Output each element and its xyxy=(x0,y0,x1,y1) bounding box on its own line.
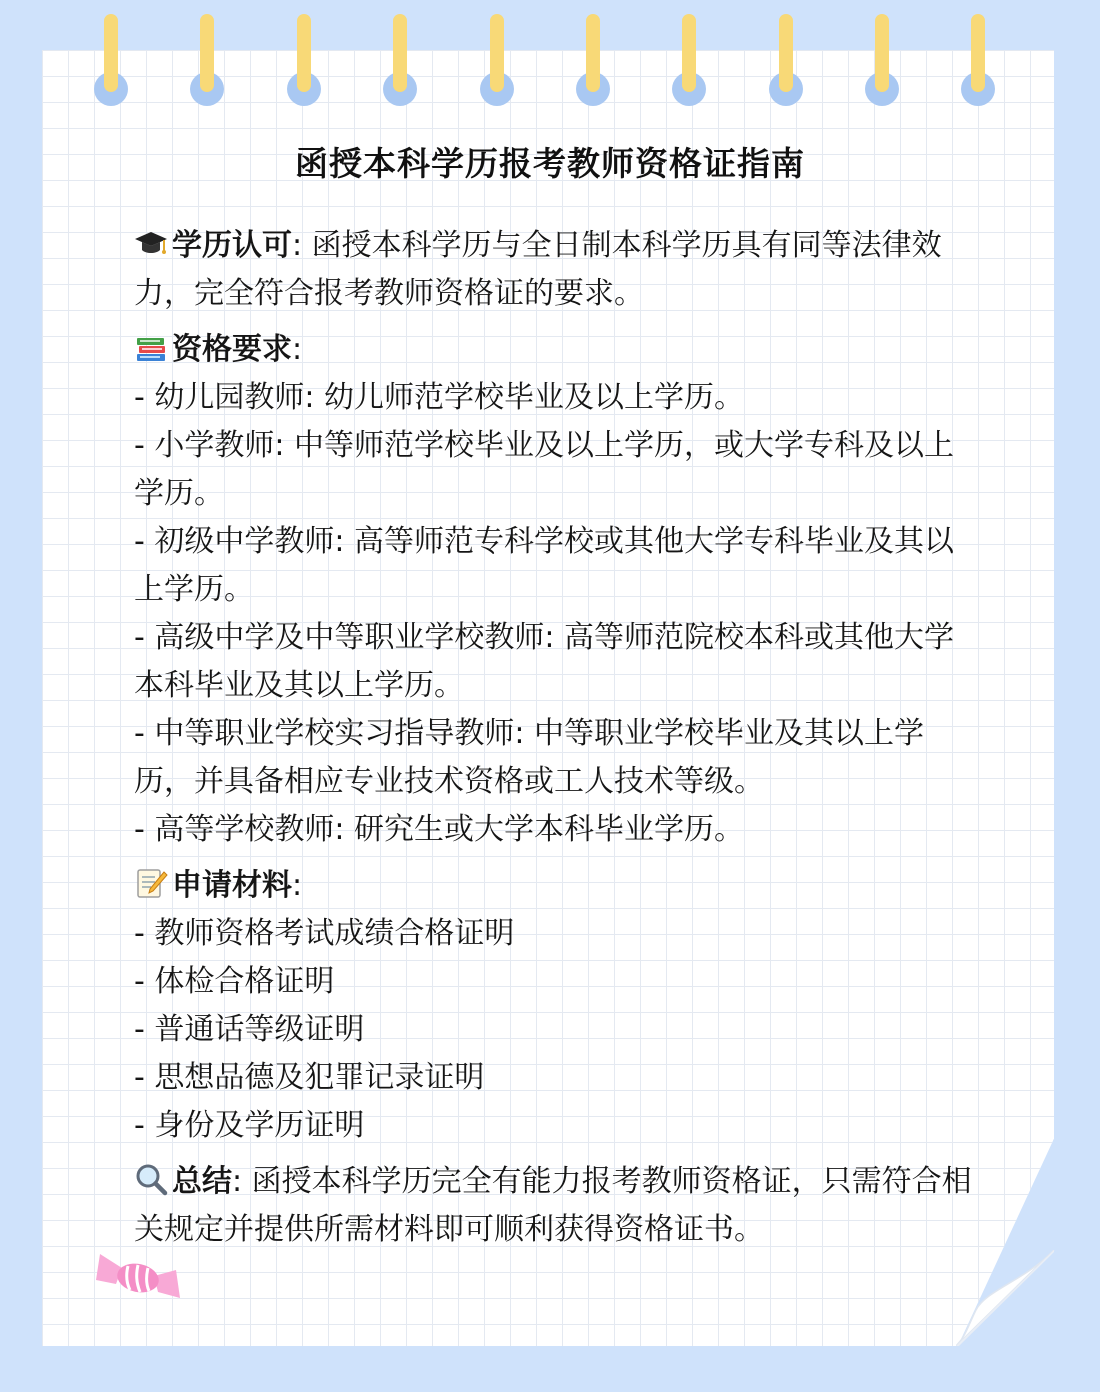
summary-heading: 总结 xyxy=(172,1164,232,1199)
requirements-separator: : xyxy=(292,332,303,367)
summary-separator: : xyxy=(232,1164,243,1199)
binder-ring xyxy=(284,14,324,106)
requirement-item: - 高级中学及中等职业学校教师: 高等师范院校本科或其他大学本科毕业及其以上学历。 xyxy=(134,620,955,703)
requirements-heading-line xyxy=(134,326,974,374)
material-item: - 体检合格证明 xyxy=(134,964,335,999)
requirement-item: - 小学教师: 中等师范学校毕业及以上学历，或大学专科及以上学历。 xyxy=(134,428,955,511)
page-title: 函授本科学历报考教师资格证指南 xyxy=(295,144,805,183)
material-item: - 普通话等级证明 xyxy=(134,1012,365,1047)
material-item: - 教师资格考试成绩合格证明 xyxy=(134,916,515,951)
binder-ring xyxy=(187,14,227,106)
recognition-paragraph xyxy=(134,222,974,318)
binder-rings xyxy=(0,0,1100,110)
materials-heading: 申请材料 xyxy=(172,868,292,903)
binder-ring xyxy=(91,14,131,106)
material-item: - 思想品德及犯罪记录证明 xyxy=(134,1060,485,1095)
books-icon xyxy=(134,330,168,364)
recognition-text: 函授本科学历与全日制本科学历具有同等法律效力，完全符合报考教师资格证的要求。 xyxy=(134,228,942,311)
binder-ring xyxy=(958,14,998,106)
memo-icon xyxy=(134,866,168,900)
graduation-cap-icon xyxy=(134,226,168,260)
requirements-heading: 资格要求 xyxy=(172,332,292,367)
requirement-item: - 初级中学教师: 高等师范专科学校或其他大学专科毕业及其以上学历。 xyxy=(134,524,955,607)
binder-ring xyxy=(380,14,420,106)
requirement-item: - 幼儿园教师: 幼儿师范学校毕业及以上学历。 xyxy=(134,380,745,415)
materials-heading-line xyxy=(134,862,974,910)
binder-ring xyxy=(669,14,709,106)
requirement-item: - 高等学校教师: 研究生或大学本科毕业学历。 xyxy=(134,812,745,847)
binder-ring xyxy=(862,14,902,106)
materials-separator: : xyxy=(292,868,303,903)
candy-icon xyxy=(92,1240,184,1310)
summary-paragraph xyxy=(134,1158,974,1254)
summary-text: 函授本科学历完全有能力报考教师资格证，只需符合相关规定并提供所需材料即可顺利获得资格证书。 xyxy=(134,1164,972,1247)
requirement-item: - 中等职业学校实习指导教师: 中等职业学校毕业及其以上学历，并具备相应专业技术资格或工人技术等级。 xyxy=(134,716,925,799)
binder-ring xyxy=(573,14,613,106)
page-curl xyxy=(956,1250,1056,1346)
binder-ring xyxy=(766,14,806,106)
recognition-separator: : xyxy=(292,228,303,263)
material-item: - 身份及学历证明 xyxy=(134,1108,365,1143)
recognition-heading: 学历认可 xyxy=(172,228,292,263)
magnifier-icon xyxy=(134,1162,168,1196)
guide-content xyxy=(134,222,974,1254)
binder-ring xyxy=(477,14,517,106)
